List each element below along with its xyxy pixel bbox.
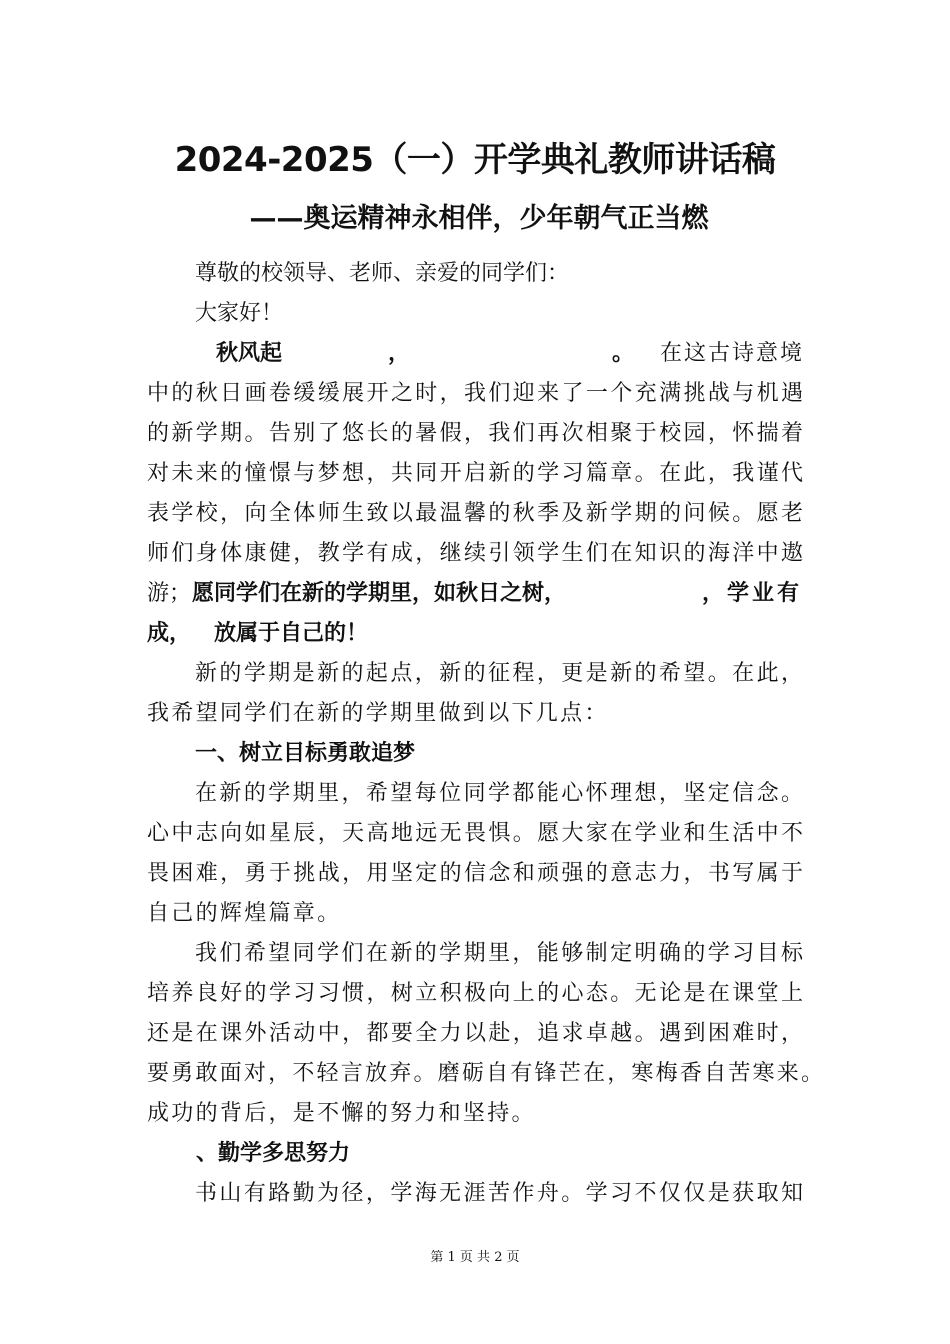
- salutation: 尊敬的校领导、老师、亲爱的同学们：: [195, 261, 570, 286]
- paragraph-line: 我希望同学们在新的学期里做到以下几点：: [147, 701, 609, 726]
- document-title: 2024-2025（一）开学典礼教师讲话稿: [174, 140, 776, 180]
- paragraph-line: 对未来的憧憬与梦想，共同开启新的学习篇章。在此，我谨代: [147, 461, 803, 486]
- poem-comma: ，: [388, 341, 411, 366]
- greeting: 大家好！: [195, 301, 284, 326]
- bold-wish: ，学业有: [702, 581, 803, 606]
- paragraph-line: 培养良好的学习习惯，树立积极向上的心态。无论是在课堂上: [147, 981, 803, 1006]
- paragraph-text: 在这古诗意境: [660, 341, 805, 366]
- bold-wish: 成，: [147, 621, 192, 646]
- section-heading-1: 一、树立目标勇敢追梦: [195, 741, 416, 766]
- page-footer: 第 1 页 共 2 页: [430, 1250, 520, 1265]
- section-heading-2: 、勤学多思努力: [196, 1141, 351, 1166]
- paragraph-line: 新的学期是新的起点，新的征程，更是新的希望。在此，: [195, 661, 803, 686]
- bold-wish: 愿同学们在新的学期里，如秋日之树，: [192, 581, 567, 606]
- paragraph-line: 成功的背后，是不懈的努力和坚持。: [147, 1101, 536, 1126]
- poem-start: 秋风起: [216, 341, 283, 366]
- paragraph-line: 书山有路勤为径，学海无涯苦作舟。学习不仅仅是获取知: [195, 1181, 803, 1206]
- paragraph-line: 我们希望同学们在新的学期里，能够制定明确的学习目标: [195, 941, 803, 966]
- paragraph-line: 中的秋日画卷缓缓展开之时，我们迎来了一个充满挑战与机遇: [147, 381, 803, 406]
- bold-wish: 放属于自己的: [214, 621, 347, 646]
- bold-wish: ！: [346, 621, 369, 646]
- paragraph-line: 要勇敢面对，不轻言放弃。磨砺自有锋芒在，寒梅香自苦寒来。: [147, 1061, 823, 1086]
- paragraph-line: 的新学期。告别了悠长的暑假，我们再次相聚于校园，怀揣着: [147, 421, 803, 446]
- poem-period: 。: [612, 341, 635, 366]
- paragraph-line: 还是在课外活动中，都要全力以赴，追求卓越。遇到困难时，: [147, 1021, 803, 1046]
- document-subtitle: ——奥运精神永相伴，少年朝气正当燃: [249, 203, 709, 234]
- paragraph-text: 游；: [147, 581, 192, 606]
- paragraph-line: 师们身体康健，教学有成，继续引领学生们在知识的海洋中遨: [147, 541, 803, 566]
- paragraph-line: 在新的学期里，希望每位同学都能心怀理想，坚定信念。: [195, 781, 803, 806]
- paragraph-line: 心中志向如星辰，天高地远无畏惧。愿大家在学业和生活中不: [147, 821, 803, 846]
- paragraph-line: 表学校，向全体师生致以最温馨的秋季及新学期的问候。愿老: [147, 501, 803, 526]
- paragraph-line: 畏困难，勇于挑战，用坚定的信念和顽强的意志力，书写属于: [147, 861, 803, 886]
- paragraph-line: 自己的辉煌篇章。: [147, 901, 342, 926]
